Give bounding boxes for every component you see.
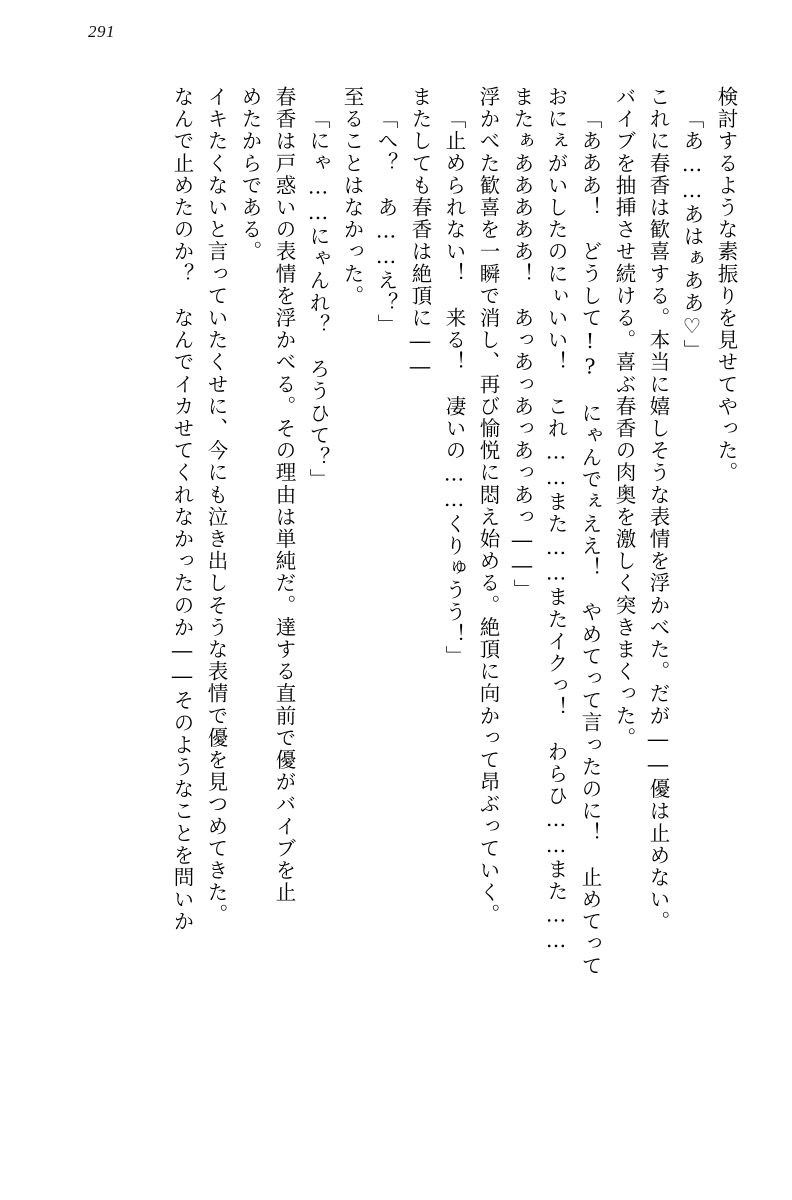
vertical-text-block <box>60 86 736 1156</box>
text-column: イキたくないと言っていたくせに、今にも泣き出しそうな表情で優を見つめてきた。 <box>204 86 228 926</box>
text-column: バイブを抽挿させ続ける。喜ぶ春香の肉奥を激しく突きまくった。 <box>612 86 636 749</box>
page-number: 291 <box>88 22 115 41</box>
text-column: おにぇがいしたのにぃいい！ これ……また……またイクっ！ わらひ……また…… <box>544 86 568 954</box>
text-column: 「止められない！ 来る！ 凄いの……くりゅうう！」 <box>442 108 466 668</box>
text-column: 検討するような素振りを見せてやった。 <box>714 86 738 484</box>
text-column: 春香は戸惑いの表情を浮かべる。その理由は単純だ。達する直前で優がバイブを止 <box>272 86 296 904</box>
text-column: めたからである。 <box>238 86 262 263</box>
text-column: これに春香は歓喜する。本当に嬉しそうな表情を浮かべた。だが――優は止めない。 <box>646 86 670 933</box>
text-column: 「にゃ……にゃんれ？ ろうひて？」 <box>306 108 330 491</box>
text-column: またぁあああああ！ あっあっあっあっあっ――」 <box>510 86 534 602</box>
text-column: 「あああ！ どうして!? にゃんでぇええ！ やめてって言ったのに！ 止めてって <box>578 108 602 977</box>
text-column: なんで止めたのか？ なんでイカせてくれなかったのか――そのようなことを問いか <box>170 86 194 933</box>
text-column: 「へ？ あ……え？」 <box>374 108 398 336</box>
text-column: 浮かべた歓喜を一瞬で消し、再び愉悦に悶え始める。絶頂に向かって昂ぶっていく。 <box>476 86 500 926</box>
text-column: 「あ……あはぁああ♡」 <box>680 108 704 362</box>
text-column: またしても春香は絶頂に―― <box>408 86 432 381</box>
text-column: 至ることはなかった。 <box>340 86 364 307</box>
